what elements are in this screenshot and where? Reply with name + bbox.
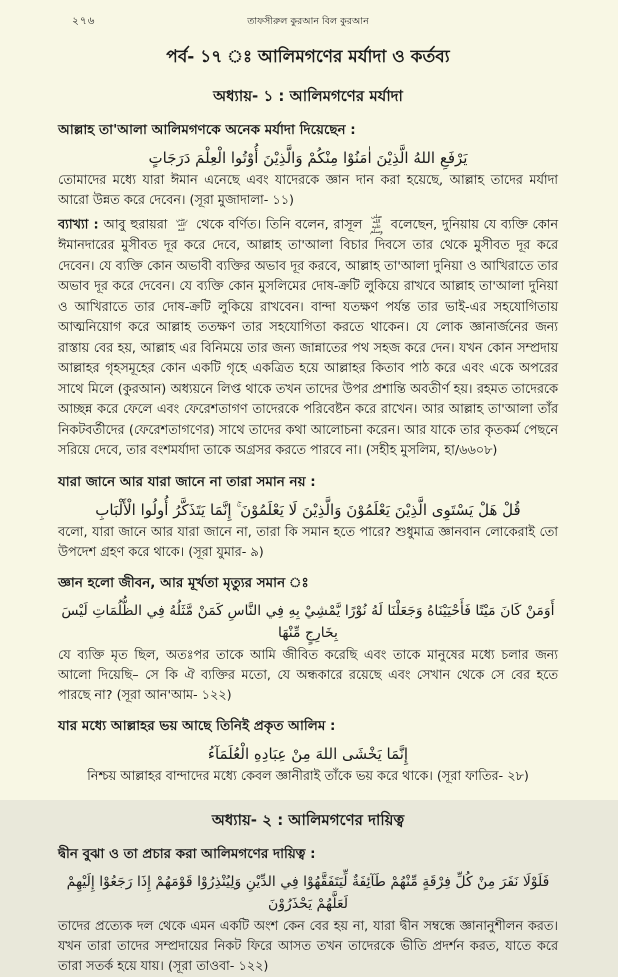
part-title: পর্ব- ১৭ ঃ আলিমগণের মর্যাদা ও কর্তব্য <box>166 47 450 67</box>
sallallahu-alaihi-wasallam-honorific-mark: صلى الله عليه وسلم <box>370 214 383 235</box>
explanation-text-part3: বলেছেন, দুনিয়ায় যে ব্যক্তি কোন ঈমানদারের মুসীবত দূর করে দেবে, আল্লাহ তা'আলা বিচার দিবসে তার থেকে মুসীবত দূর করে দেবেন। যে ব্যক্তি কোন অভাবী ব্যক্তির অভাব দূর করবে, আল্লাহ তা'আলা দুনিয়া ও আখিরাতে তার অভাব দূর করে দেবেন। যে ব্যক্তি কোন মুসলিমের দোষ-ক্রটি লুকিয়ে রাখবে আল্লাহ তা'আলা দুনিয়া ও আখিরাতে তার দোষ-ক্রটি লুকিয়ে রাখবেন। বান্দা যতক্ষণ পর্যন্ত তার ভাই-এর সহযোগিতায় আত্মনিয়োগ করে আল্লাহ ততক্ষণ তার সহযোগিতা করতে থাকেন। যে লোক জ্ঞানার্জনের জন্য রাস্তায় বের হয়, আল্লাহ এর বিনিময়ে তার জন্য জান্নাতের পথ সহজ করে দেন। যখন কোন সম্প্রদায় আল্লাহর গৃহসমূহের কোন একটি গৃহে একত্রিত হয়ে আল্লাহর কিতাব পাঠ করে এবং একে অপরের সাথে মিলে (কুরআন) অধ্যয়নে লিপ্ত থাকে তখন তাদের উপর প্রশান্তি অবতীর্ণ হয়। রহমত তাদেরকে আচ্ছন্ন করে ফেলে এবং ফেরেশতাগণ তাদেরকে পরিবেষ্টন করে রাখেন। আর আল্লাহ তা'আলা তাঁর নিকটবর্তীদের (ফেরেশতাগণের) সাথে তাদের কথা আলোচনা করেন। আর যাকে তার কৃতকর্ম পেছনে সরিয়ে দেবে, তার বংশমর্যাদা তাকে অগ্রসর করতে পারবে না। (সহীহ মুসলিম, হা/৬৬০৮) <box>58 217 559 458</box>
section-heading-true-alim: যার মধ্যে আল্লাহর ভয় আছে তিনিই প্রকৃত আলিম : <box>58 717 336 734</box>
arabic-verse-fatir: إِنَّمَا يَخْشَى اللهَ مِنْ عِبَادِهِ الْعُلَمَآءُ <box>207 744 409 763</box>
verse-translation-fatir: নিশ্চয় আল্লাহর বান্দাদের মধ্যে কেবল জ্ঞানীরাই তাঁকে ভয় করে থাকে। (সূরা ফাতির- ২৮) <box>87 768 529 784</box>
section-heading-duty-of-alims: দ্বীন বুঝা ও তা প্রচার করা আলিমগণের দায়িত্ব : <box>58 845 316 862</box>
explanation-label: ব্যাখ্যা : <box>58 217 99 233</box>
page-header <box>58 12 558 30</box>
chapter-1-title: অধ্যায়- ১ : আলিমগণের মর্যাদা <box>213 87 403 105</box>
running-title: তাফসীরুল কুরআন বিল কুরআন <box>247 16 369 27</box>
arabic-verse-mujadala: يَرْفَعِ اللهُ الَّذِيْنَ اٰمَنُوْا مِنْكُمْ وَالَّذِيْنَ أُوْتُوا الْعِلْمَ دَرَجَاتٍ <box>148 149 468 167</box>
explanation-text-part2: থেকে বর্ণিত। তিনি বলেন, রাসূল <box>196 217 363 233</box>
arabic-verse-tawba: فَلَوْلَا نَفَرَ مِنْ كُلِّ فِرْقَةٍ مِّنْهُمْ طَآئِفَةٌ لِّيَتَفَقَّهُوْا فِي الدِّيْنِ وَلِيُنْذِرُوْا قَوْمَهُمْ إِذَا رَجَعُوْا إِلَيْهِمْ لَعَلَّهُمْ يَحْذَرُوْنَ <box>66 873 550 912</box>
page-number: ২৭৬ <box>72 15 96 27</box>
section-heading-knowers-not-equal: যারা জানে আর যারা জানে না তারা সমান নয় : <box>58 473 316 490</box>
verse-translation-anam: যে ব্যক্তি মৃত ছিল, অতঃপর তাকে আমি জীবিত করেছি এবং তাকে মানুষের মধ্যে চলার জন্য আলো দিয়েছি– সে কি ঐ ব্যক্তির মতো, যে অন্ধকারে রয়েছে এবং সেখান থেকে সে বের হতে পারছে না? (সূরা আন'আম- ১২২) <box>58 647 558 703</box>
verse-translation-zumar: বলো, যারা জানে আর যারা জানে না, তারা কি সমান হতে পারে? শুধুমাত্র জ্ঞানবান লোকেরাই তো উপদেশ গ্রহণ করে থাকে। (সূরা যুমার- ৯) <box>58 524 558 560</box>
verse-translation-tawba: তাদের প্রত্যেক দল থেকে এমন একটি অংশ কেন বের হয় না, যারা দ্বীন সম্বন্ধে জ্ঞানানুশীলন করত। যখন তারা তাদের সম্প্রদায়ের নিকট ফিরে আসত তখন তাদেরকে ভীতি প্রদর্শন করত, যাতে করে তারা সতর্ক হয়ে যায়। (সূরা তাওবা- ১২২) <box>58 918 558 974</box>
section-heading-knowledge-is-life: জ্ঞান হলো জীবন, আর মূর্খতা মৃত্যুর সমান ঃ <box>58 574 309 591</box>
section-heading-merit: আল্লাহ তা'আলা আলিমগণকে অনেক মর্যাদা দিয়েছেন : <box>58 122 356 138</box>
explanation-paragraph <box>58 215 558 462</box>
arabic-verse-zumar: قُلْ هَلْ يَسْتَوِى الَّذِيْنَ يَعْلَمُوْنَ وَالَّذِيْنَ لَا يَعْلَمُوْنَ ۚ إِنَّمَا يَتَذَكَّرُ أُولُوا الْأَلْبَابِ <box>95 500 521 519</box>
radiallahu-anhu-honorific-mark: رضي الله عنه <box>175 216 188 233</box>
chapter-2-title: অধ্যায়- ২ : আলিমগণের দায়িত্ব <box>211 810 405 829</box>
verse-translation-mujadala: তোমাদের মধ্যে যারা ঈমান এনেছে এবং যাদেরকে জ্ঞান দান করা হয়েছে, আল্লাহ তাদের মর্যাদা আরো উন্নত করে দেবেন। (সূরা মুজাদালা- ১১) <box>58 173 558 208</box>
explanation-text-part1: আবু হুরায়রা <box>103 217 168 233</box>
arabic-verse-anam: أَوَمَنْ كَانَ مَيْتًا فَأَحْيَيْنَاهُ وَجَعَلْنَا لَهُ نُوْرًا يَّمْشِيْ بِهِ فِي النَّاسِ كَمَنْ مَّثَلُهُ فِي الظُّلُمَاتِ لَيْسَ بِخَارِجٍ مِّنْهَا <box>61 602 555 641</box>
